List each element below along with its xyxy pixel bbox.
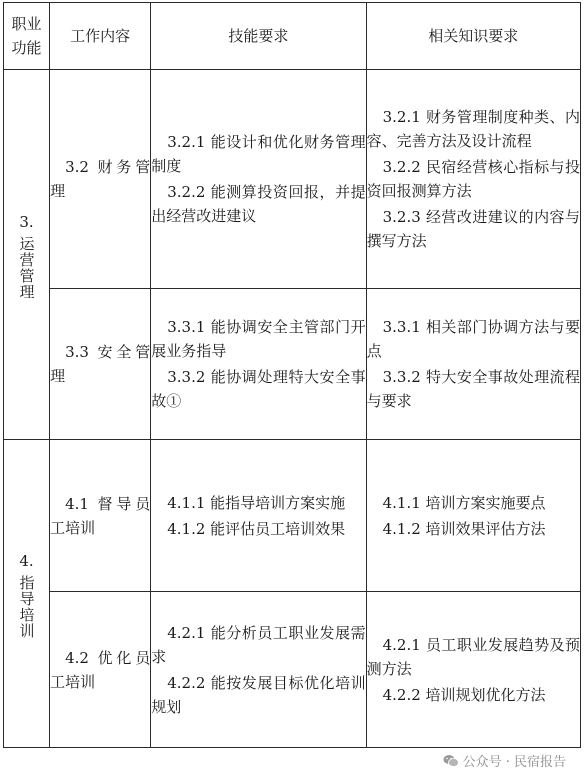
wechat-icon: [443, 754, 459, 768]
work-cell: [50, 592, 151, 748]
table-row: [4, 70, 581, 289]
func-cell-training: [4, 440, 50, 748]
func-cell-operations: [4, 70, 50, 440]
header-func: [4, 3, 50, 70]
func-number: 3.: [19, 212, 34, 231]
skill-item: 4.2.2 能按发展目标优化培训规划: [151, 673, 366, 716]
work-cell: [50, 440, 151, 592]
skill-item: 3.3.2 能协调处理特大安全事故①: [151, 368, 366, 410]
work-cell: [50, 289, 151, 440]
func-name: 运营管理: [17, 235, 36, 300]
header-work: 工作内容: [50, 3, 151, 70]
knowledge-cell: [366, 289, 580, 440]
header-knowledge: 相关知识要求: [366, 3, 580, 70]
skill-item: 4.1.1 能指导培训方案实施: [167, 493, 346, 512]
knowledge-item: 4.1.2 培训效果评估方法: [382, 519, 546, 538]
skill-cell: [151, 592, 366, 748]
knowledge-cell: [366, 70, 580, 289]
work-label: 4.1 督导员工培训: [50, 494, 151, 537]
skill-item: 4.1.2 能评估员工培训效果: [167, 519, 346, 538]
header-skill: 技能要求: [151, 3, 366, 70]
table-row: [4, 289, 581, 440]
header-func-label: 职业功能: [11, 15, 42, 57]
knowledge-item: 3.2.1 财务管理制度种类、内容、完善方法及设计流程: [366, 108, 580, 150]
skill-item: 3.3.1 能协调安全主管部门开展业务指导: [151, 318, 366, 360]
work-label: 4.2 优化员工培训: [50, 648, 151, 691]
knowledge-item: 4.2.2 培训规划优化方法: [382, 685, 546, 704]
func-number: 4.: [19, 551, 34, 570]
watermark-text: 公众号 · 民宿报告: [462, 755, 566, 770]
knowledge-item: 4.1.1 培训方案实施要点: [382, 493, 546, 512]
skill-item: 3.2.1 能设计和优化财务管理制度: [151, 133, 366, 175]
knowledge-item: 3.3.1 相关部门协调方法与要点: [366, 318, 580, 360]
knowledge-cell: [366, 440, 580, 592]
work-cell: [50, 70, 151, 289]
table-row: [4, 592, 581, 748]
knowledge-item: 4.2.1 员工职业发展趋势及预测方法: [366, 635, 580, 678]
work-label: 3.2 财务管理: [50, 158, 151, 200]
knowledge-item: 3.2.2 民宿经营核心指标与投资回报测算方法: [366, 158, 580, 200]
skill-item: 3.2.2 能测算投资回报，并提出经营改进建议: [151, 183, 366, 225]
skill-cell: [151, 440, 366, 592]
table-header-row: [4, 3, 581, 70]
knowledge-item: 3.2.3 经营改进建议的内容与撰写方法: [366, 208, 580, 250]
skill-cell: [151, 289, 366, 440]
skill-item: 4.2.1 能分析员工职业发展需求: [151, 623, 366, 666]
knowledge-item: 3.3.2 特大安全事故处理流程与要求: [366, 368, 580, 410]
watermark: [443, 751, 566, 770]
func-name: 指导培训: [17, 574, 36, 639]
skill-cell: [151, 70, 366, 289]
table-row: [4, 440, 581, 592]
work-label: 3.3 安全管理: [50, 343, 151, 385]
knowledge-cell: [366, 592, 580, 748]
skills-requirements-table: [3, 2, 581, 748]
